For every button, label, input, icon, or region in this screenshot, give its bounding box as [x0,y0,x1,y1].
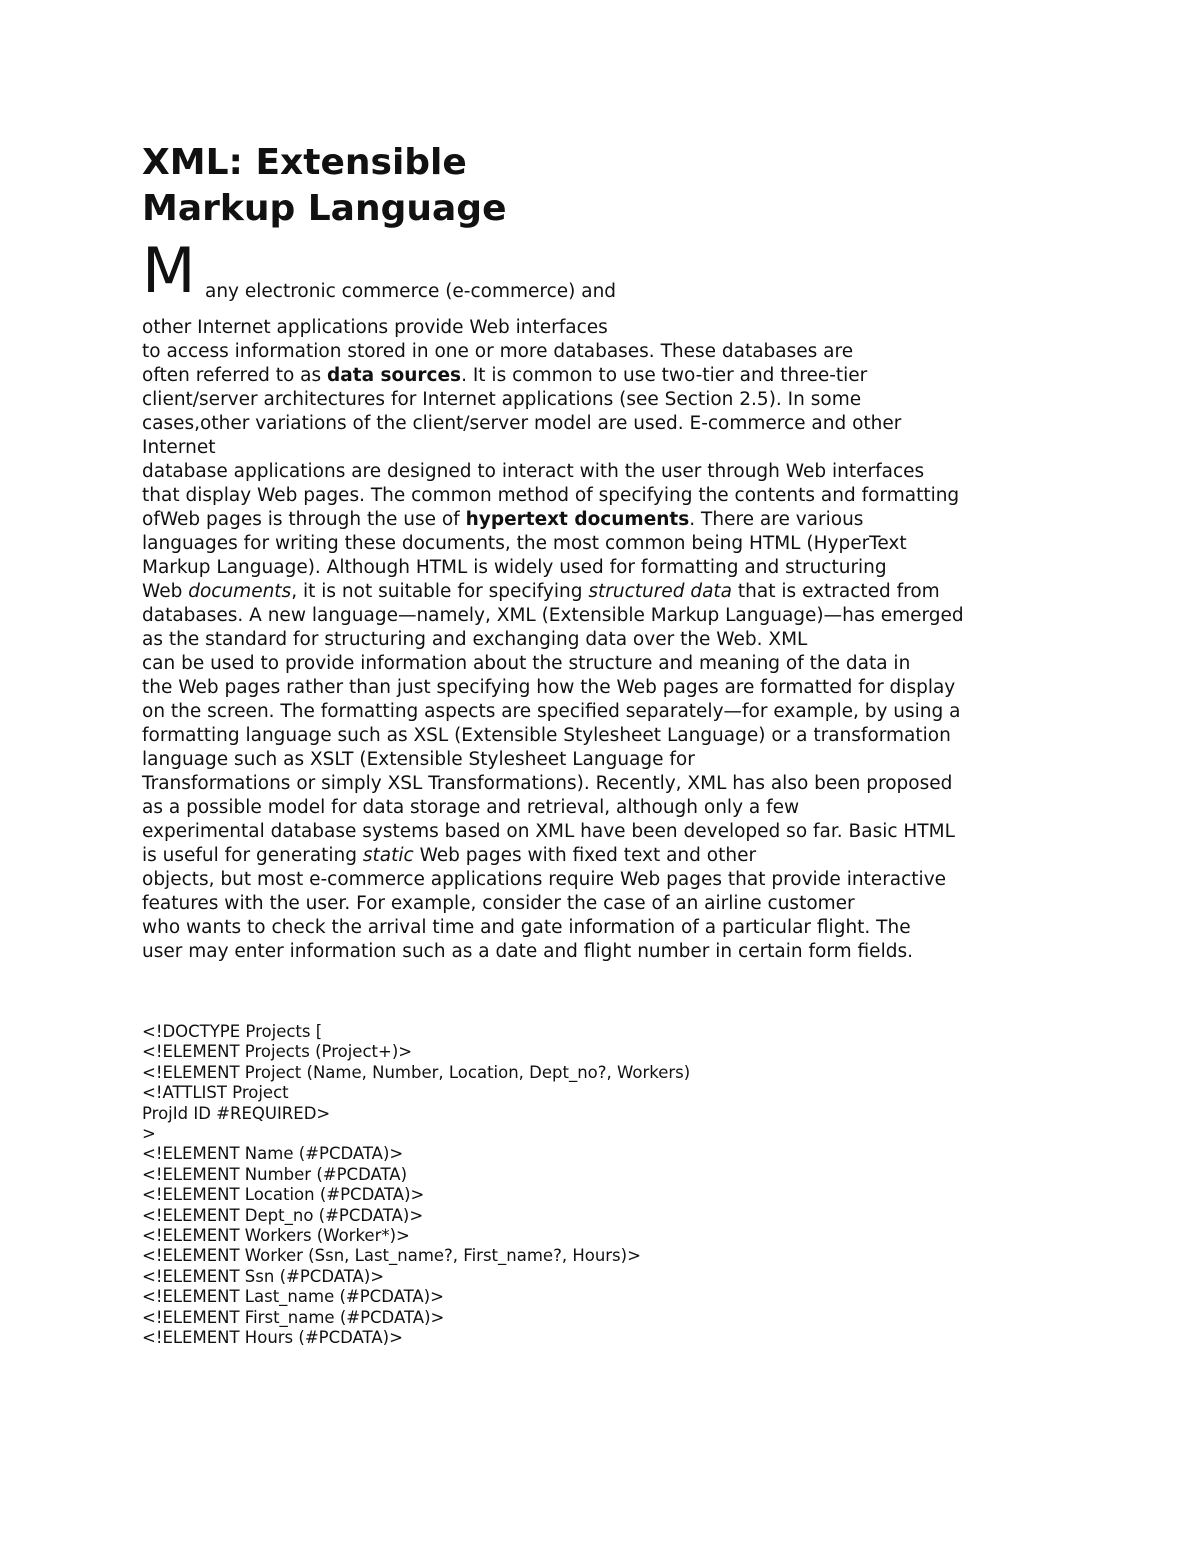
text-run: Markup Language). Although HTML is widely used for formatting and structuring [142,557,887,578]
text-run: . There are various [689,509,864,530]
dtd-line: <!ELEMENT Location (#PCDATA)> [142,1185,425,1205]
italic-term: static [362,845,414,866]
body-line [142,916,1072,940]
dtd-line: <!ELEMENT Ssn (#PCDATA)> [142,1266,385,1286]
dtd-line: <!ELEMENT Workers (Worker*)> [142,1226,410,1246]
dtd-line: ProjId ID #REQUIRED> [142,1103,331,1123]
text-run: on the screen. The formatting aspects are specified separately—for example, by using a [142,701,961,722]
dtd-line: <!ELEMENT Last_name (#PCDATA)> [142,1287,444,1307]
dtd-line: <!ELEMENT Dept_no (#PCDATA)> [142,1205,424,1225]
body-line [142,796,1072,820]
body-line [142,388,1072,412]
text-run: formatting language such as XSL (Extensible Stylesheet Language) or a transformation [142,725,951,746]
body-line [142,340,1072,364]
body-line [142,748,1072,772]
document-page [142,140,1072,1349]
text-run: databases. A new language—namely, XML (Extensible Markup Language)—has emerged [142,605,964,626]
text-run: that is extracted from [732,581,940,602]
text-run: can be used to provide information about the structure and meaning of the data in [142,653,911,674]
text-run: to access information stored in one or more databases. These databases are [142,341,854,362]
dtd-line: <!DOCTYPE Projects [ [142,1022,323,1041]
body-line [142,820,1072,844]
text-run: who wants to check the arrival time and gate information of a particular flight. The [142,917,911,938]
dtd-code-block [142,1022,1072,1349]
body-line [142,844,1072,868]
body-line [142,316,1072,340]
italic-term: structured data [588,581,732,602]
text-run: ofWeb pages is through the use of [142,509,466,530]
text-run: is useful for generating [142,845,363,866]
text-run: Web [142,581,189,602]
dtd-line: > [142,1124,156,1144]
dtd-line: <!ELEMENT Name (#PCDATA)> [142,1144,404,1164]
dtd-line: <!ELEMENT First_name (#PCDATA)> [142,1307,445,1327]
body-line [142,724,1072,748]
drop-cap: M [142,234,196,307]
bold-term: hypertext documents [465,509,690,530]
text-run: experimental database systems based on XML have been developed so far. Basic HTML [142,821,955,842]
text-run: cases,other variations of the client/server model are used. E-commerce and other [142,413,902,434]
title-line-1: XML: Extensible [142,142,467,183]
dtd-line: <!ELEMENT Projects (Project+)> [142,1042,413,1062]
text-run: database applications are designed to interact with the user through Web interfaces [142,461,925,482]
bold-term: data sources [327,365,462,386]
body-line [142,652,1072,676]
body-line [142,436,1072,460]
text-run: client/server architectures for Internet applications (see Section 2.5). In some [142,389,862,410]
body-line [142,700,1072,724]
body-line [142,484,1072,508]
text-run: . It is common to use two-tier and three-tier [461,365,868,386]
text-run: user may enter information such as a date and flight number in certain form fields. [142,941,913,962]
text-run: , it is not suitable for specifying [291,581,589,602]
text-run: Internet [142,437,216,458]
text-run: the Web pages rather than just specifying how the Web pages are formatted for display [142,677,956,698]
text-run: languages for writing these documents, the most common being HTML (HyperText [142,533,907,554]
text-run: Transformations or simply XSL Transformations). Recently, XML has also been proposed [142,773,953,794]
body-line [142,364,1072,388]
dtd-line: <!ELEMENT Hours (#PCDATA)> [142,1328,403,1348]
body-line [142,676,1072,700]
text-run: other Internet applications provide Web interfaces [142,317,608,338]
intro-line: any electronic commerce (e-commerce) and [205,281,617,302]
dtd-line: <!ELEMENT Worker (Ssn, Last_name?, First_name?, Hours)> [142,1246,641,1266]
intro-paragraph-start [142,234,1072,307]
text-run: as the standard for structuring and exchanging data over the Web. XML [142,629,808,650]
body-line [142,604,1072,628]
dtd-line: <!ELEMENT Number (#PCDATA) [142,1164,408,1184]
title-line-2: Markup Language [142,188,507,229]
dtd-line: <!ATTLIST Project [142,1083,289,1103]
text-run: Web pages with fixed text and other [413,845,757,866]
body-line [142,508,1072,532]
body-line [142,868,1072,892]
body-line [142,460,1072,484]
body-line [142,892,1072,916]
text-run: as a possible model for data storage and retrieval, although only a few [142,797,800,818]
text-run: often referred to as [142,365,328,386]
body-line [142,556,1072,580]
body-line [142,628,1072,652]
document-title [142,140,1072,232]
text-run: language such as XSLT (Extensible Stylesheet Language for [142,749,695,770]
body-line [142,412,1072,436]
text-run: objects, but most e-commerce applications require Web pages that provide interactive [142,869,947,890]
italic-term: documents [188,581,292,602]
dtd-line: <!ELEMENT Project (Name, Number, Location, Dept_no?, Workers) [142,1062,691,1082]
body-paragraph [142,316,1072,964]
body-line [142,772,1072,796]
body-line [142,532,1072,556]
text-run: that display Web pages. The common method of specifying the contents and formatting [142,485,960,506]
text-run: features with the user. For example, consider the case of an airline customer [142,893,855,914]
body-line [142,940,1072,964]
body-line [142,580,1072,604]
